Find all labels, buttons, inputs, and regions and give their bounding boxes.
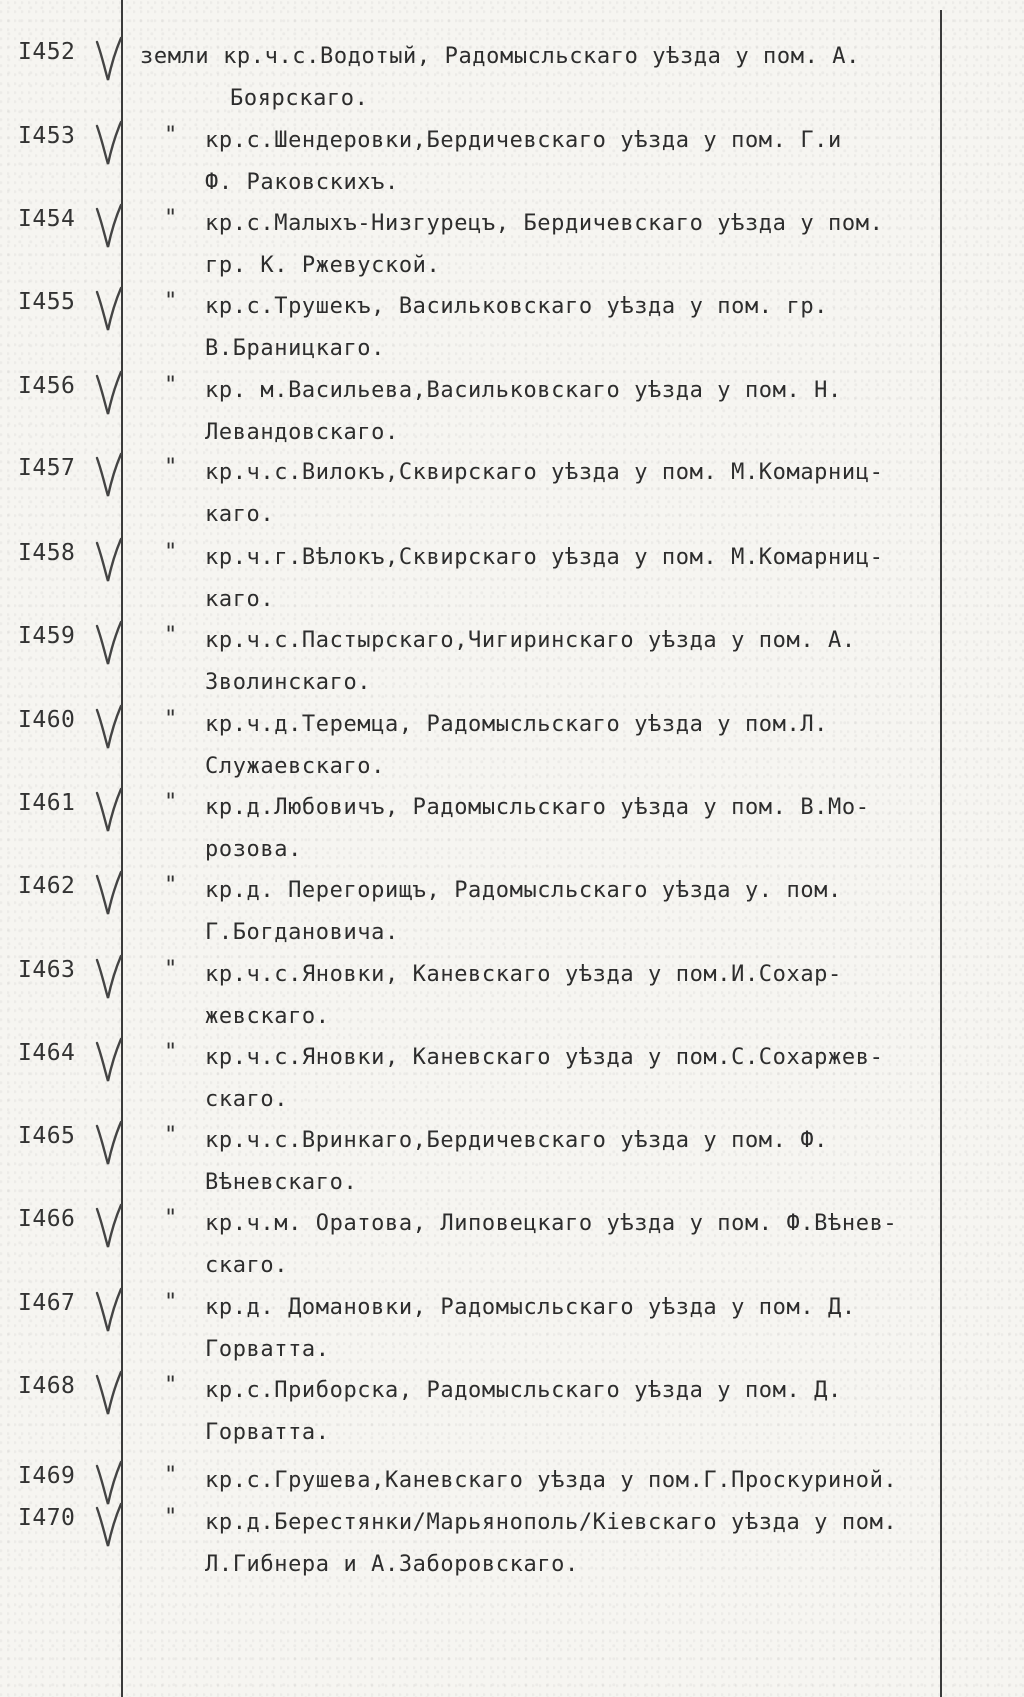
ditto-mark: " — [164, 1040, 178, 1065]
entry-text — [205, 704, 940, 788]
ditto-mark: " — [164, 873, 178, 898]
entry-text-line1: кр.д.Берестянки/Марьянополь/Кіевскаго уѣзда у пом. — [205, 1510, 898, 1535]
entry-text — [205, 1460, 940, 1502]
checkmark-icon — [94, 36, 124, 84]
entry-text — [205, 1037, 940, 1121]
entry-text-line2: скаго. — [205, 1087, 289, 1112]
checkmark-icon — [94, 870, 124, 918]
ditto-mark: " — [164, 289, 178, 314]
entry-text-line1: кр.д. Домановки, Радомысльскаго уѣзда у пом. Д. — [205, 1295, 856, 1320]
entry-text — [205, 537, 940, 621]
checkmark-icon — [94, 1203, 124, 1251]
register-entry — [0, 1370, 1024, 1454]
register-entry — [0, 120, 1024, 204]
checkmark-icon — [94, 620, 124, 668]
register-entry — [0, 620, 1024, 704]
entry-text — [205, 1370, 940, 1454]
register-entry — [0, 286, 1024, 370]
ditto-mark: " — [164, 1123, 178, 1148]
register-entry — [0, 954, 1024, 1038]
entry-text-line1: кр.с.Грушева,Каневскаго уѣзда у пом.Г.Проскуриной. — [205, 1468, 898, 1493]
entry-text-line1: кр.ч.с.Яновки, Каневскаго уѣзда у пом.И.Сохар- — [205, 962, 842, 987]
entry-text-line2: Боярскаго. — [230, 86, 369, 111]
entry-text — [205, 120, 940, 204]
ditto-mark: " — [164, 206, 178, 231]
entry-text-line1: кр. м.Васильева,Васильковскаго уѣзда у пом. Н. — [205, 378, 842, 403]
entry-text — [205, 1287, 940, 1371]
register-entry — [0, 704, 1024, 788]
checkmark-icon — [94, 120, 124, 168]
ditto-mark: " — [164, 790, 178, 815]
entry-text-line2: розова. — [205, 837, 302, 862]
entry-text — [205, 370, 940, 454]
entry-text-line1: кр.с.Приборска, Радомысльскаго уѣзда у пом. Д. — [205, 1378, 842, 1403]
register-entry — [0, 370, 1024, 454]
entry-text-line1: кр.д. Перегорищъ, Радомысльскаго уѣзда у. пом. — [205, 878, 842, 903]
register-entry — [0, 1037, 1024, 1121]
entry-text-line2: каго. — [205, 502, 275, 527]
checkmark-icon — [94, 954, 124, 1002]
checkmark-icon — [94, 787, 124, 835]
ditto-mark: " — [164, 707, 178, 732]
entry-text-line1: кр.ч.м. Оратова, Липовецкаго уѣзда у пом. Ф.Вѣнев- — [205, 1211, 898, 1236]
entry-number: I457 — [18, 455, 76, 481]
entry-text-line2: В.Браницкаго. — [205, 336, 385, 361]
entry-text-line1: кр.ч.г.Вѣлокъ,Сквирскаго уѣзда у пом. М.Комарниц- — [205, 545, 884, 570]
entry-text-line2: Л.Гибнера и А.Заборовскаго. — [205, 1552, 579, 1577]
entry-text — [205, 1502, 940, 1586]
entry-text — [205, 1203, 940, 1287]
entry-text — [205, 452, 940, 536]
ditto-mark: " — [164, 373, 178, 398]
entry-text-line2: Ф. Раковскихъ. — [205, 170, 399, 195]
checkmark-icon — [94, 452, 124, 500]
entry-text — [140, 36, 940, 120]
entry-text-line2: Зволинскаго. — [205, 670, 372, 695]
entry-number: I461 — [18, 790, 76, 816]
entry-number: I466 — [18, 1206, 76, 1232]
entry-text-line1: земли кр.ч.с.Водотый, Радомысльскаго уѣзда у пом. А. — [140, 44, 860, 69]
entry-text-line2: гр. К. Ржевуской. — [205, 253, 441, 278]
entry-text — [205, 203, 940, 287]
checkmark-icon — [94, 704, 124, 752]
entry-text-line1: кр.с.Трушекъ, Васильковскаго уѣзда у пом. гр. — [205, 294, 829, 319]
entry-text-line2: Горватта. — [205, 1337, 330, 1362]
entry-number: I455 — [18, 289, 76, 315]
entry-text — [205, 1120, 940, 1204]
register-entry — [0, 787, 1024, 871]
ditto-mark: " — [164, 1206, 178, 1231]
entry-text — [205, 954, 940, 1038]
entry-text-line1: кр.д.Любовичъ, Радомысльскаго уѣзда у пом. В.Мо- — [205, 795, 870, 820]
entry-number: I462 — [18, 873, 76, 899]
entry-text-line1: кр.ч.с.Яновки, Каневскаго уѣзда у пом.С.Сохаржев- — [205, 1045, 884, 1070]
checkmark-icon — [94, 537, 124, 585]
ditto-mark: " — [164, 540, 178, 565]
entry-number: I465 — [18, 1123, 76, 1149]
checkmark-icon — [94, 286, 124, 334]
entry-number: I453 — [18, 123, 76, 149]
ditto-mark: " — [164, 1373, 178, 1398]
entry-text-line2: Горватта. — [205, 1420, 330, 1445]
checkmark-icon — [94, 1120, 124, 1168]
entry-number: I469 — [18, 1463, 76, 1489]
entry-text-line2: Левандовскаго. — [205, 420, 399, 445]
register-entry — [0, 537, 1024, 621]
ditto-mark: " — [164, 957, 178, 982]
entry-text-line2: каго. — [205, 587, 275, 612]
entry-number: I460 — [18, 707, 76, 733]
register-entry — [0, 1120, 1024, 1204]
register-entry — [0, 452, 1024, 536]
entry-text-line2: Вѣневскаго. — [205, 1170, 358, 1195]
entry-text-line1: кр.с.Малыхъ-Низгурецъ, Бердичевскаго уѣзда у пом. — [205, 211, 884, 236]
ditto-mark: " — [164, 123, 178, 148]
checkmark-icon — [94, 1502, 124, 1550]
ditto-mark: " — [164, 1463, 178, 1488]
checkmark-icon — [94, 1037, 124, 1085]
entry-text-line1: кр.ч.д.Теремца, Радомысльскаго уѣзда у пом.Л. — [205, 712, 829, 737]
checkmark-icon — [94, 1287, 124, 1335]
checkmark-icon — [94, 370, 124, 418]
entry-number: I454 — [18, 206, 76, 232]
entry-text-line1: кр.ч.с.Вринкаго,Бердичевскаго уѣзда у пом. Ф. — [205, 1128, 829, 1153]
entry-number: I468 — [18, 1373, 76, 1399]
register-entry — [0, 203, 1024, 287]
register-entry — [0, 1287, 1024, 1371]
entry-number: I459 — [18, 623, 76, 649]
entry-number: I452 — [18, 39, 76, 65]
entry-number: I464 — [18, 1040, 76, 1066]
ditto-mark: " — [164, 1505, 178, 1530]
entry-number: I456 — [18, 373, 76, 399]
entry-number: I467 — [18, 1290, 76, 1316]
checkmark-icon — [94, 1460, 124, 1508]
entry-number: I463 — [18, 957, 76, 983]
register-entry — [0, 1502, 1024, 1586]
register-entry — [0, 36, 1024, 120]
checkmark-icon — [94, 1370, 124, 1418]
register-entry — [0, 870, 1024, 954]
entry-text — [205, 620, 940, 704]
entry-number: I470 — [18, 1505, 76, 1531]
entry-text-line1: кр.с.Шендеровки,Бердичевскаго уѣзда у пом. Г.и — [205, 128, 842, 153]
ditto-mark: " — [164, 455, 178, 480]
ditto-mark: " — [164, 1290, 178, 1315]
entry-text — [205, 787, 940, 871]
entry-text-line1: кр.ч.с.Пастырскаго,Чигиринскаго уѣзда у пом. А. — [205, 628, 856, 653]
entry-text — [205, 286, 940, 370]
entry-text-line2: Г.Богдановича. — [205, 920, 399, 945]
entry-text-line2: скаго. — [205, 1253, 289, 1278]
entry-text-line2: Служаевскаго. — [205, 754, 385, 779]
entry-text — [205, 870, 940, 954]
register-entry — [0, 1203, 1024, 1287]
entry-text-line1: кр.ч.с.Вилокъ,Сквирскаго уѣзда у пом. М.Комарниц- — [205, 460, 884, 485]
ditto-mark: " — [164, 623, 178, 648]
entry-number: I458 — [18, 540, 76, 566]
checkmark-icon — [94, 203, 124, 251]
entry-text-line2: жевскаго. — [205, 1004, 330, 1029]
